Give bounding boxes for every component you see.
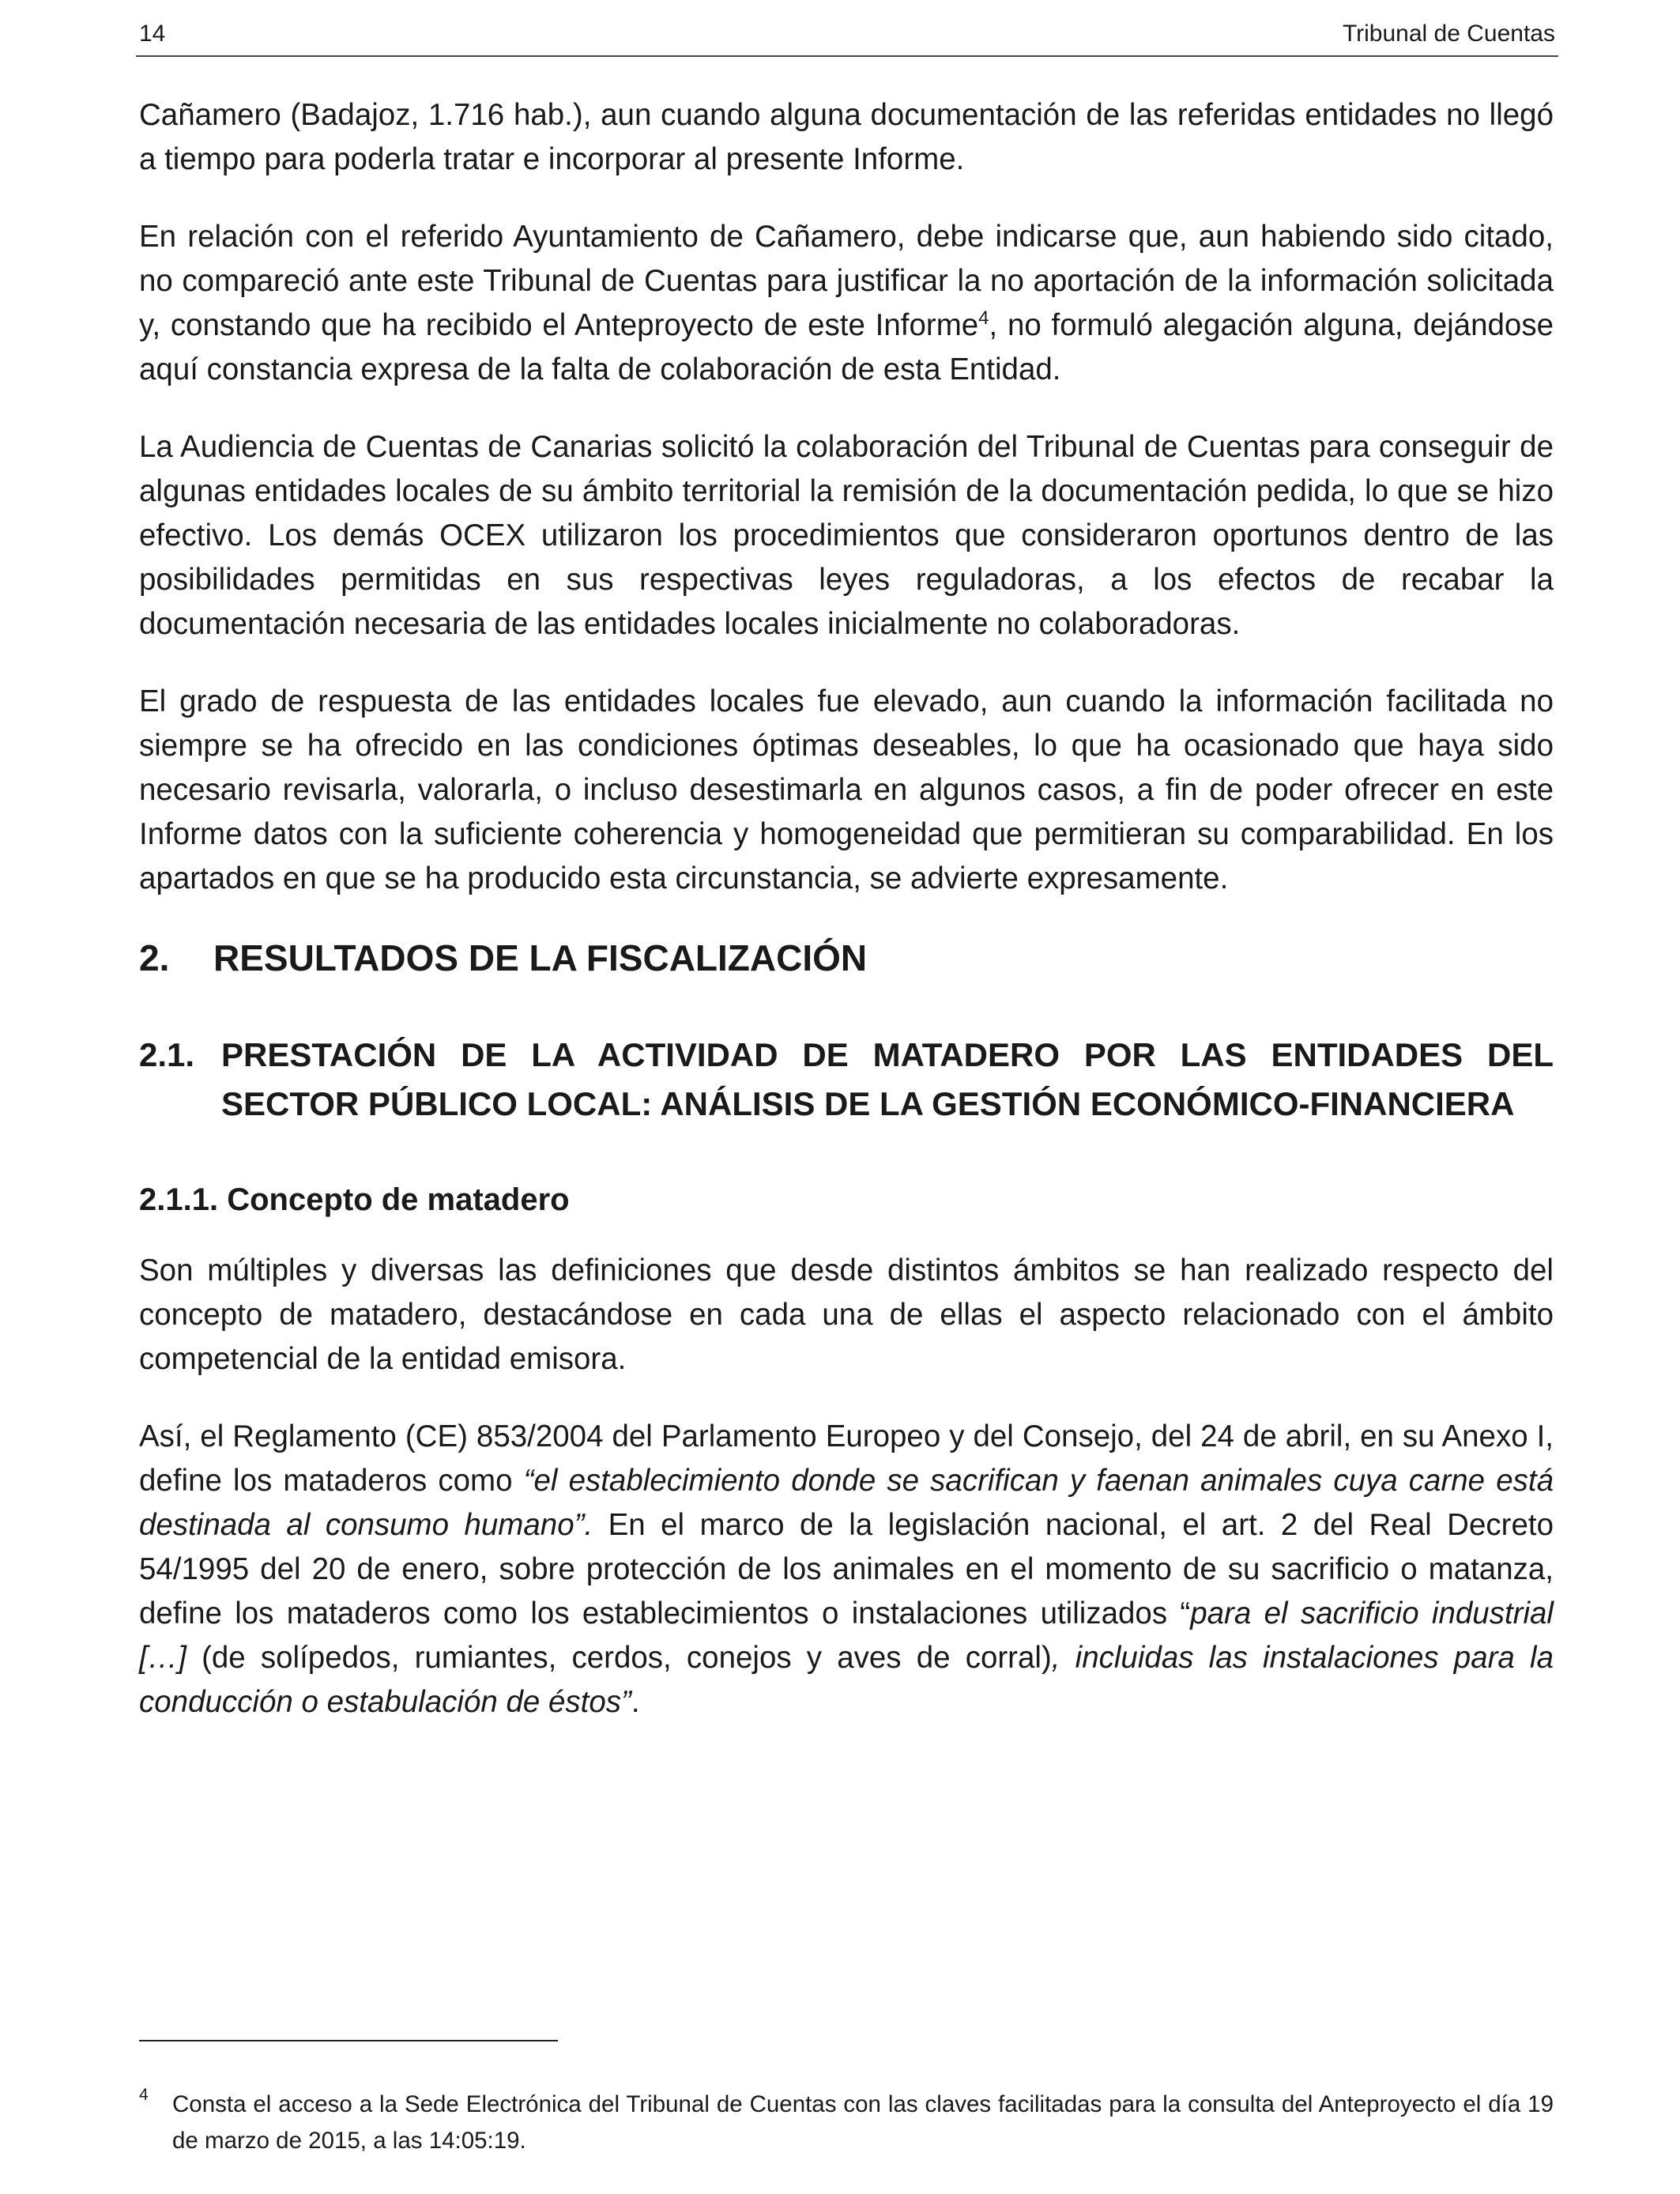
- paragraph-2: [139, 215, 1554, 392]
- footnote-mark: 4: [139, 2086, 149, 2104]
- paragraph-6-text-c: (de solípedos, rumiantes, cerdos, conejos y aves de corral): [186, 1641, 1052, 1675]
- quote-ce-regulation: “el establecimiento donde se sacrifican y faenan animales cuya carne está destinada al consumo humano”.: [139, 1464, 1554, 1542]
- document-body: [139, 93, 1554, 1758]
- quote-royal-decree-1: para el sacrificio industrial […]: [139, 1596, 1554, 1675]
- footnote-reference[interactable]: 4: [978, 307, 989, 330]
- subsection-number: 2.1.: [139, 1036, 195, 1073]
- paragraph-6: [139, 1415, 1554, 1725]
- paragraph-2-text-b: , no formuló alegación alguna, dejándose aquí constancia expresa de la falta de colaboración de esta Entidad.: [139, 308, 1554, 386]
- paragraph-6-text-a: Así, el Reglamento (CE) 853/2004 del Parlamento Europeo y del Consejo, del 24 de abril, en su Anexo I, define los mataderos como: [139, 1419, 1554, 1498]
- section-title: RESULTADOS DE LA FISCALIZACIÓN: [213, 937, 868, 978]
- page-number: 14: [139, 21, 166, 47]
- header-divider: [136, 55, 1558, 57]
- footnote-text: Consta el acceso a la Sede Electrónica del Tribunal de Cuentas con las claves facilitadas para la consulta del Anteproyecto el día 19 de marzo de 2015, a las 14:05:19.: [172, 2091, 1554, 2154]
- page-header: [136, 16, 1558, 52]
- section-number: 2.: [139, 937, 170, 978]
- paragraph-2-text-a: En relación con el referido Ayuntamiento de Cañamero, debe indicarse que, aun habiendo sido citado, no compareció ante este Tribunal de Cuentas para justificar la no aportación de la información solicitada y, constando que ha recibido el Anteproyecto de este Informe: [139, 220, 1554, 342]
- section-heading: [139, 934, 1554, 982]
- footnote-divider: [139, 2040, 558, 2041]
- subsection-heading: [139, 1031, 1554, 1129]
- subsection-title: PRESTACIÓN DE LA ACTIVIDAD DE MATADERO POR LAS ENTIDADES DEL SECTOR PÚBLICO LOCAL: ANÁLISIS DE LA GESTIÓN ECONÓMICO-FINANCIERA: [221, 1036, 1554, 1122]
- subsubsection-heading: 2.1.1. Concepto de matadero: [139, 1182, 570, 1217]
- footnote: [139, 2087, 1554, 2159]
- paragraph-3: La Audiencia de Cuentas de Canarias solicitó la colaboración del Tribunal de Cuentas para conseguir de algunas entidades locales de su ámbito territorial la remisión de la documentación pedida, lo que se hizo efectivo. Los demás OCEX utilizaron los procedimientos que consideraron oportunos dentro de las posibilidades permitidas en sus respectivas leyes reguladoras, a los efectos de recabar la documentación necesaria de las entidades locales inicialmente no colaboradoras.: [139, 430, 1554, 641]
- paragraph-5: Son múltiples y diversas las definiciones que desde distintos ámbitos se han realizado respecto del concepto de matadero, destacándose en cada una de ellas el aspecto relacionado con el ámbito competencial de la entidad emisora.: [139, 1253, 1554, 1376]
- header-organization: Tribunal de Cuentas: [1342, 21, 1555, 47]
- paragraph-4: El grado de respuesta de las entidades locales fue elevado, aun cuando la información facilitada no siempre se ha ofrecido en las condiciones óptimas deseables, lo que ha ocasionado que haya sido necesario revisarla, valorarla, o incluso desestimarla en algunos casos, a fin de poder ofrecer en este Informe datos con la suficiente coherencia y homogeneidad que permitieran su comparabilidad. En los apartados en que se ha producido esta circunstancia, se advierte expresamente.: [139, 684, 1554, 895]
- quote-royal-decree-2: , incluidas las instalaciones para la conducción o estabulación de éstos”: [139, 1641, 1554, 1719]
- paragraph-6-text-b: En el marco de la legislación nacional, el art. 2 del Real Decreto 54/1995 del 20 de enero, sobre protección de los animales en el momento de su sacrificio o matanza, define los mataderos como los establecimientos o instalaciones utilizados “: [139, 1508, 1554, 1630]
- paragraph-6-text-d: .: [631, 1685, 640, 1719]
- paragraph-1: Cañamero (Badajoz, 1.716 hab.), aun cuando alguna documentación de las referidas entidades no llegó a tiempo para poderla tratar e incorporar al presente Informe.: [139, 98, 1554, 176]
